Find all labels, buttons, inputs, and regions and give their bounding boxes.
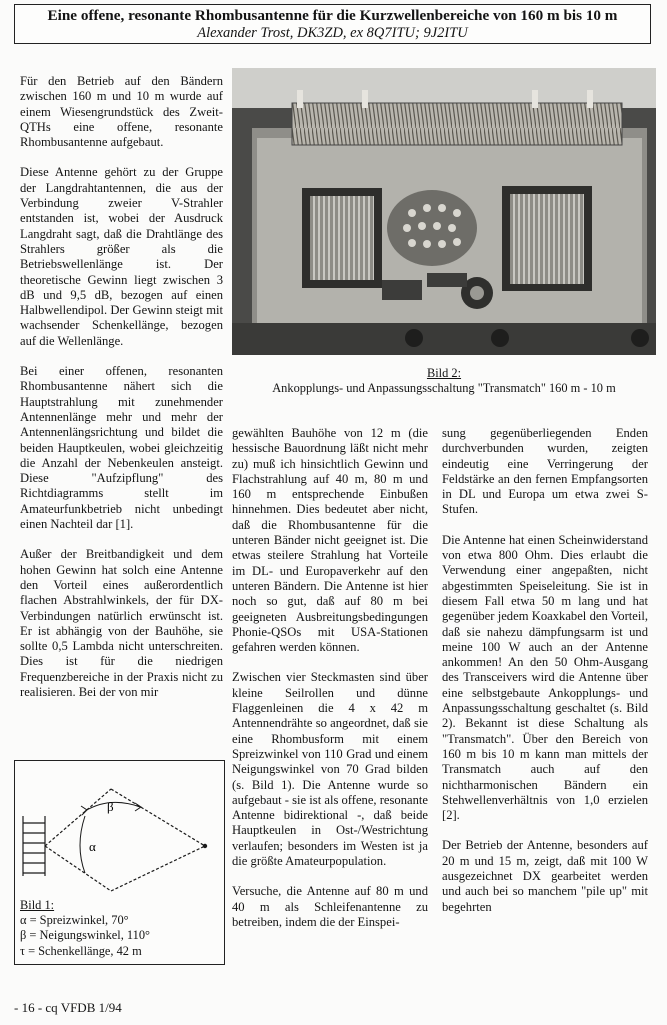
page-footer: - 16 - cq VFDB 1/94 xyxy=(14,1000,122,1015)
paragraph: Versuche, die Antenne auf 80 m und 40 m als Schleifenantenne zu betreiben, indem die der Einspei- xyxy=(232,884,428,929)
legend-item: α = Spreizwinkel, 70° xyxy=(20,913,129,928)
text-column-3 xyxy=(442,426,648,930)
text-column-1 xyxy=(20,74,223,715)
paragraph: gewählten Bauhöhe von 12 m (die hessische Bauordnung läßt nicht mehr zu) muß ich hinsichtlich Gewinn und Flachstrahlung auf 40 m, 80 m und 160 m entsprechende Einbußen hinnehmen. Dies bedeutet aber nicht, daß die Rhombusantenne für die unteren Bänder nicht geeignet ist. Die etwas steilere Strahlung hat Vorteile im DL- und Europaverkehr auf den unteren Bändern. Die Antenne ist hier noch so gut, daß auf 80 m bei geeigneten Ausbreitungsbedingungen Phonie-QSOs mit USA-Stationen gefahren werden können. xyxy=(232,426,428,655)
text-column-2 xyxy=(232,426,428,945)
figure-2-caption-text: Ankopplungs- und Anpassungsschaltung "Transmatch" 160 m - 10 m xyxy=(272,380,616,395)
article-title: Eine offene, resonante Rhombusantenne für die Kurzwellenbereiche von 160 m bis 10 m xyxy=(47,7,618,24)
figure-1-label: Bild 1: xyxy=(20,898,55,912)
rhombus-diagram xyxy=(15,761,224,896)
paragraph: Bei einer offenen, resonanten Rhombusantenne nähert sich die Hauptstrahlung mit zunehmender Antennenlänge mehr und mehr der Antennenlängsrichtung und bildet die beiden Hauptkeulen, wobei gleichzeitig die Anzahl der Nebenkeulen ansteigt. Diese "Aufzipflung" des Richtdiagramms stellt im Amateurfunkbetrieb nicht unbedingt einen Nachteil dar [1]. xyxy=(20,364,223,532)
figure-2-caption xyxy=(232,366,656,395)
paragraph: Der Betrieb der Antenne, besonders auf 20 m und 15 m, zeigt, daß mit 100 W ausgezeichnet DX gearbeitet werden und auch bei so manchem "pile up" mit begehrten xyxy=(442,838,648,914)
article-header xyxy=(14,4,651,44)
paragraph: Für den Betrieb auf den Bändern zwischen 160 m und 10 m wurde auf einem Wiesengrundstück des Zweit-QTHs eine offene, resonante Rhombusantenne aufgebaut. xyxy=(20,74,223,150)
figure-1-box xyxy=(14,760,225,965)
legend-item: β = Neigungswinkel, 110° xyxy=(20,928,150,943)
alpha-symbol: α xyxy=(89,839,96,854)
legend-item: τ = Schenkellänge, 42 m xyxy=(20,943,142,958)
paragraph: Außer der Breitbandigkeit und dem hohen Gewinn hat solch eine Antenne den Vorteil eines außerordentlich flachen Abstrahlwinkels, der für DX-Verbindungen natürlich erwünscht ist. Er ist abhängig von der Bauhöhe, sie sollte 0,5 Lambda nicht unterschreiten. Dies ist für die niedrigen Frequenzbereiche in der Praxis nicht zu realisieren. Bei der von mir xyxy=(20,547,223,699)
transmatch-photo xyxy=(232,68,656,355)
paragraph: Zwischen vier Steckmasten sind über kleine Seilrollen und dünne Flaggenleinen die 4 x 42 m Antennendrähte so angeordnet, daß sie eine Rhombusform mit einem Spreizwinkel von 110 Grad und einem Neigungswinkel von 70 Grad bilden (s. Bild 1). Die Antenne wurde so aufgebaut - sie ist als offene, resonante Antenne bidirektional -, daß beide Hauptkeulen in Ost-/Westrichtung verlaufen; besonders im Westen ist ja die größte Amateurpopulation. xyxy=(232,670,428,869)
article-author: Alexander Trost, DK3ZD, ex 8Q7ITU; 9J2ITU xyxy=(197,25,468,41)
figure-2-label: Bild 2: xyxy=(426,366,462,380)
paragraph: Diese Antenne gehört zu der Gruppe der Langdrahtantennen, die aus der Verbindung zweier V-Strahler entstanden ist, wobei der Ausdruck Langdraht sagt, daß die Drahtlänge des Strahlers größer als die Betriebswellenlänge ist. Der theoretische Gewinn liegt zwischen 3 dB und 9,5 dB, bezogen auf einen Halbwellendipol. Der Gewinn steigt mit wachsender Schenkellänge, bezogen auf die Wellenlänge. xyxy=(20,165,223,348)
rhombus-end-point xyxy=(203,844,207,848)
figure-1-legend xyxy=(20,898,150,959)
transmatch-photo-drawing xyxy=(232,68,656,355)
paragraph: Die Antenne hat einen Scheinwiderstand von etwa 800 Ohm. Dies erlaubt die Verwendung einer angepaßten, nicht abgestimmten Speiseleitung. Sie ist in diesem Fall etwa 50 m lang und hat gegenüber jedem Koaxkabel den Vorteil, daß sie nahezu dämpfungsarm ist und meine 100 W auch an der Antenne ankommen! An den 50 Ohm-Ausgang des Transceivers wird die Antenne über eine selbstgebaute Ankopplungs- und Anpassungsschaltung geschaltet (s. Bild 2). Bekannt ist diese Schaltung als "Transmatch". Über den Bereich von 160 m bis 10 m kann man mittels der Transmatch auch auf den nichtharmonischen Bändern ein Stehwellenverhältnis von 1,0 erzielen [2]. xyxy=(442,532,648,823)
paragraph: sung gegenüberliegenden Enden durchverbunden wurden, zeigten eindeutig eine Verringerung der Feldstärke an den fernen Empfangsorten in DL und Europa um etwa zwei S-Stufen. xyxy=(442,426,648,517)
beta-symbol: β xyxy=(107,799,114,814)
